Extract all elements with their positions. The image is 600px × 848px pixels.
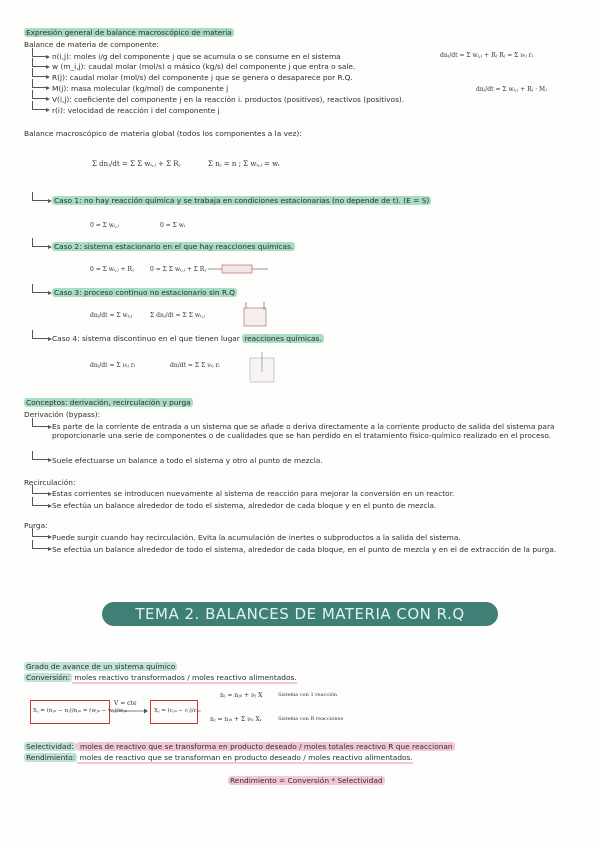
chapter-banner: TEMA 2. BALANCES DE MATERIA CON R.Q [102, 602, 498, 626]
bullet-arrow-icon [32, 238, 49, 247]
equation-component-balance: dnⱼ/dt = Σ wᵢ,ⱼ + Rⱼ Rⱼ = Σ νᵢⱼ rᵢ [440, 52, 533, 59]
case-2: Caso 2: sistema estacionario en el que hay reacciones químicas. [54, 242, 294, 251]
bullet-arrow-icon [32, 284, 49, 293]
purga-definition: Puede surgir cuando hay recirculación. Evita la acumulación de inertes o subproductos a la salida del sistema. [52, 533, 461, 542]
bullet-arrow-icon [32, 101, 47, 110]
def-item: M(j): masa molecular (kg/mol) de componente j [52, 84, 229, 93]
def-item: r(i): velocidad de reacción i del componente j [52, 106, 220, 115]
section-title-balance: Expresión general de balance macroscópico de materia [26, 28, 232, 37]
derivacion-definition: Es parte de la corriente de entrada a un sistema que se añade o deriva directamente a la corriente producto de salida del sistema para proporcionarle una serie de componentes o de cualidades que se han perdido en el tratamiento fisico-químico realizado en el proceso. [52, 422, 555, 440]
bullet-arrow-icon [32, 418, 49, 427]
selectividad-definition: Selectividad: moles de reactivo que se transforma en producto deseado / moles totales reactivo R que reaccionan [26, 742, 453, 751]
conversion-definition: Conversión: moles reactivo transformados / moles reactivo alimentados. [26, 673, 297, 682]
subtitle-component-balance: Balance de materia de componente: [24, 40, 159, 49]
bullet-arrow-icon [32, 485, 49, 494]
section-title-global-balance: Balance macroscópico de materia global (todos los componentes a la vez): [24, 129, 302, 138]
bullet-arrow-icon [32, 451, 49, 460]
derivacion-balance: Suele efectuarse un balance a todo el sistema y otro al punto de mezcla. [52, 456, 323, 465]
rendimiento-relation: Rendimiento = Conversión * Selectividad [230, 776, 383, 785]
case-3: Caso 3: proceso continuo no estacionario sin R.Q [54, 288, 236, 297]
subtitle-purga: Purga: [24, 521, 48, 530]
batch-reactor-icon [248, 352, 276, 384]
bullet-arrow-icon [32, 68, 47, 77]
equation-case4-a: dnⱼ/dt = Σ νᵢⱼ rᵢ [90, 362, 135, 369]
recirculacion-definition: Estas corrientes se introducen nuevamente al sistema de reacción para mejorar la conversión en un reactor. [52, 489, 455, 498]
case-4: Caso 4: sistema discontinuo en el que tienen lugar reacciones químicas. [52, 334, 322, 343]
bullet-arrow-icon [32, 192, 49, 201]
equation-component-balance-mass: dnⱼ/dt = Σ wᵢ,ⱼ + Rⱼ · Mⱼ [476, 86, 547, 93]
tank-icon [242, 302, 268, 328]
bullet-arrow-icon [32, 540, 49, 549]
label-multi-reaction: Sistema con R reacciones [278, 716, 344, 722]
recirculacion-balance: Se efectúa un balance alrededor de todo el sistema, alrededor de cada bloque y en el punto de mezcla. [52, 501, 437, 510]
bullet-arrow-icon [32, 79, 47, 88]
equation-single-reaction: nⱼ = nⱼ₀ + νⱼ X [220, 692, 263, 699]
constant-volume-label: V = cte [114, 700, 137, 707]
equation-case2-a: 0 = Σ wᵢ,ⱼ + Rⱼ [90, 266, 134, 273]
def-item: V(i,j): coeficiente del componente j en la reacción i. productos (positivos), reactivos (positivos). [52, 95, 405, 104]
equation-global-b: Σ nⱼ = n ; Σ wᵢ,ⱼ = wᵢ [208, 160, 280, 168]
bullet-arrow-icon [32, 48, 47, 57]
equation-case2-b: 0 = Σ Σ wᵢ,ⱼ + Σ Rⱼ [150, 266, 206, 273]
rendimiento-definition: Rendimiento: moles de reactivo que se transforman en producto deseado / moles reactivo alimentados. [26, 753, 413, 762]
equation-multi-reaction: nⱼ = nⱼ₀ + Σ νᵢⱼ Xᵢ [210, 716, 261, 723]
subtitle-derivacion: Derivación (bypass): [24, 410, 101, 419]
bullet-arrow-icon [32, 497, 49, 506]
purga-balance: Se efectúa un balance alrededor de todo el sistema, alrededor de cada bloque, en el punto de mezcla y en el de extracción de la purga. [52, 545, 557, 554]
bullet-arrow-icon [32, 528, 49, 537]
tubular-reactor-icon [208, 262, 268, 276]
bullet-arrow-icon [32, 330, 49, 339]
conversion-concentration-formula: Xⱼ = (cⱼ₀ − cⱼ)/cⱼ₀ [154, 708, 201, 714]
equation-case3-a: dnⱼ/dt = Σ wᵢ,ⱼ [90, 312, 133, 319]
def-item: w (m_i,j): caudal molar (mol/s) o másico (kg/s) del componente j que entra o sale. [52, 62, 356, 71]
equation-global-a: Σ dnⱼ/dt = Σ Σ wᵢ,ⱼ + Σ Rⱼ [92, 160, 181, 168]
section-title-grado-avance: Grado de avance de un sistema químico [26, 662, 176, 671]
bullet-arrow-icon [32, 90, 47, 99]
section-title-concepts: Conceptos: derivación, recirculación y purga [26, 398, 191, 407]
subtitle-recirculacion: Recirculación: [24, 478, 76, 487]
label-single-reaction: Sistema con 1 reacción [278, 692, 338, 698]
equation-case1-b: 0 = Σ wᵢ [160, 222, 186, 229]
def-item: n(i,j): moles i/g del componente j que se acumula o se consume en el sistema [52, 52, 341, 61]
case-1: Caso 1: no hay reacción química y se trabaja en condiciones estacionarias (no depende de t). (E = S) [54, 196, 430, 205]
def-item: R(j): caudal molar (mol/s) del componente j que se genera o desaparece por R.Q. [52, 73, 353, 82]
bullet-arrow-icon [32, 58, 47, 67]
conversion-formula: Xⱼ = (nⱼ₀ − nⱼ)/nⱼ₀ = (wⱼ₀ − wⱼ)/wⱼ₀ [33, 708, 127, 714]
equation-case3-b: Σ dnⱼ/dt = Σ Σ wᵢ,ⱼ [150, 312, 205, 319]
right-arrow-icon [112, 708, 148, 714]
equation-case1-a: 0 = Σ wᵢ,ⱼ [90, 222, 119, 229]
equation-case4-b: dn/dt = Σ Σ νᵢⱼ rᵢ [170, 362, 220, 369]
